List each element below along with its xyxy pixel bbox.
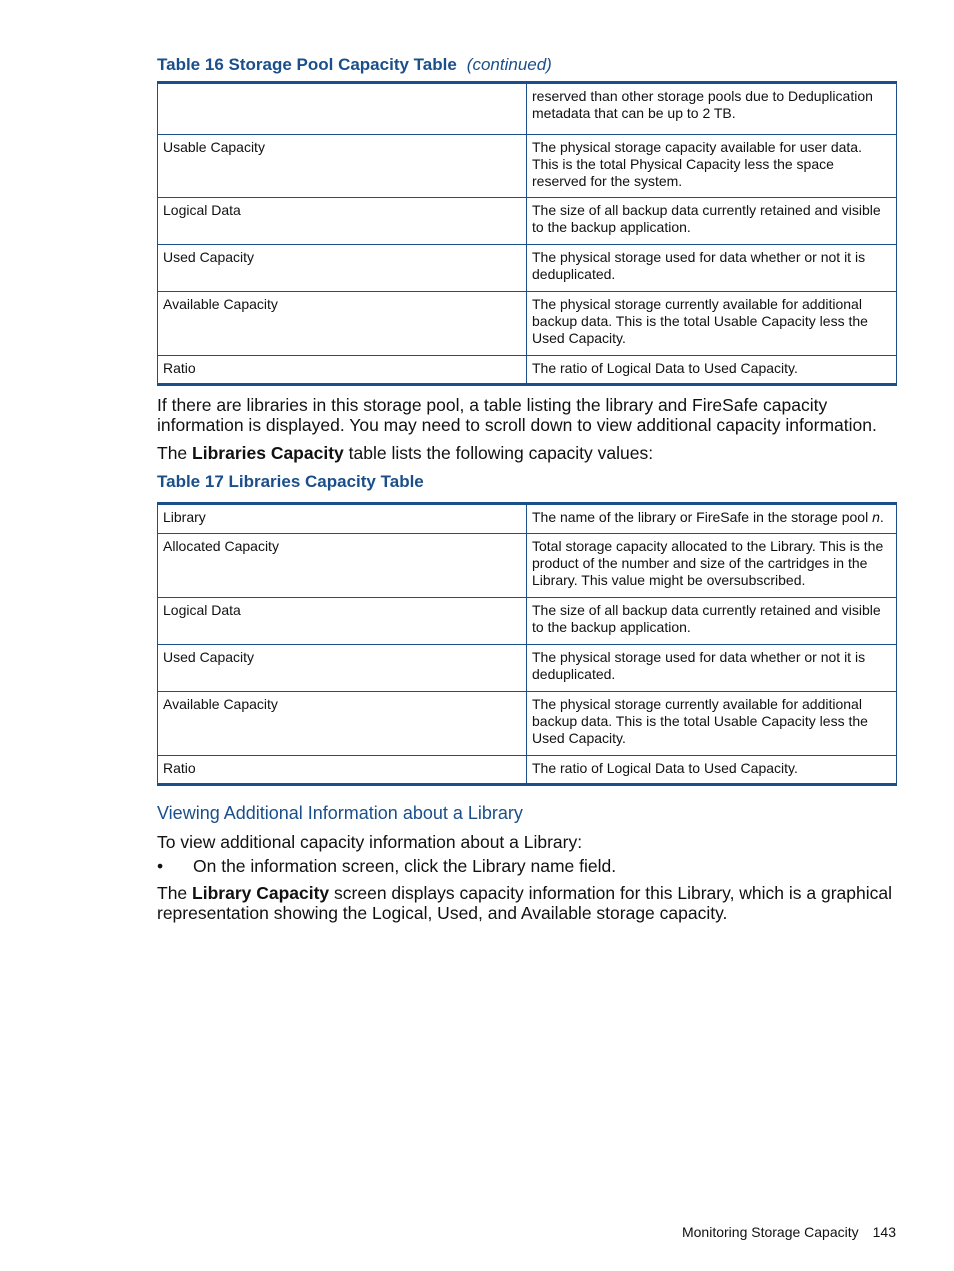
desc-cell <box>527 504 897 534</box>
desc-italic-var: n <box>872 509 880 525</box>
paragraph-bold-term: Libraries Capacity <box>192 443 344 463</box>
storage-pool-capacity-table <box>157 81 897 386</box>
term-cell: Logical Data <box>158 198 527 245</box>
list-item-text: On the information screen, click the Library name field. <box>193 856 617 876</box>
table-row <box>158 645 897 692</box>
term-cell: Usable Capacity <box>158 135 527 198</box>
libraries-intro-paragraph: If there are libraries in this storage pool, a table listing the library and FireSafe capacity information is displayed. You may need to scroll down to view additional capacity information. <box>157 395 877 435</box>
desc-cell: The physical storage currently available for additional backup data. This is the total Usable Capacity less the Used Capacity. <box>527 692 897 756</box>
table-row <box>158 83 897 135</box>
desc-cell: The physical storage used for data whether or not it is deduplicated. <box>527 645 897 692</box>
table-row <box>158 135 897 198</box>
table17-caption: Table 17 Libraries Capacity Table <box>157 472 424 491</box>
desc-cell: reserved than other storage pools due to Deduplication metadata that can be up to 2 TB. <box>527 83 897 135</box>
term-cell: Ratio <box>158 756 527 785</box>
table-row <box>158 504 897 534</box>
desc-end: . <box>879 509 884 525</box>
paragraph-text: The <box>157 443 193 463</box>
paragraph-text: table lists the following capacity values: <box>343 443 654 463</box>
term-cell: Used Capacity <box>158 645 527 692</box>
term-cell: Logical Data <box>158 598 527 645</box>
desc-cell: The ratio of Logical Data to Used Capacity. <box>527 356 897 385</box>
table16-caption-continued: (continued) <box>466 55 552 74</box>
desc-cell: The physical storage used for data whether or not it is deduplicated. <box>527 245 897 292</box>
desc-text: The name of the library or FireSafe in the storage pool <box>532 509 873 525</box>
term-cell: Library <box>158 504 527 534</box>
term-cell <box>158 83 527 135</box>
view-info-paragraph: To view additional capacity information about a Library: <box>157 832 583 852</box>
desc-cell: The physical storage currently available for additional backup data. This is the total Usable Capacity less the Used Capacity. <box>527 292 897 356</box>
desc-cell: The ratio of Logical Data to Used Capacity. <box>527 756 897 785</box>
table-row <box>158 534 897 598</box>
page-number: 143 <box>872 1224 896 1240</box>
desc-cell: The size of all backup data currently retained and visible to the backup application. <box>527 198 897 245</box>
table16-caption-title: Table 16 Storage Pool Capacity Table <box>157 55 457 74</box>
libraries-capacity-table <box>157 502 897 786</box>
table-row <box>158 356 897 385</box>
term-cell: Used Capacity <box>158 245 527 292</box>
term-cell: Available Capacity <box>158 692 527 756</box>
desc-cell: The physical storage capacity available for user data. This is the total Physical Capacity less the space reserved for the system. <box>527 135 897 198</box>
libraries-capacity-paragraph <box>157 443 902 463</box>
term-cell: Allocated Capacity <box>158 534 527 598</box>
page-footer <box>682 1224 896 1240</box>
table-row <box>158 598 897 645</box>
desc-cell: Total storage capacity allocated to the Library. This is the product of the number and size of the cartridges in the Library. This value might be oversubscribed. <box>527 534 897 598</box>
desc-cell: The size of all backup data currently retained and visible to the backup application. <box>527 598 897 645</box>
library-capacity-paragraph <box>157 883 902 923</box>
table-row <box>158 292 897 356</box>
term-cell: Available Capacity <box>158 292 527 356</box>
paragraph-text: The <box>157 883 193 903</box>
footer-title: Monitoring Storage Capacity <box>681 1224 859 1240</box>
table-row <box>158 198 897 245</box>
section-heading: Viewing Additional Information about a Library <box>157 803 523 823</box>
paragraph-bold-term: Library Capacity <box>192 883 330 903</box>
table16-caption <box>157 55 552 75</box>
table-row <box>158 245 897 292</box>
table-row <box>158 756 897 785</box>
paragraph-text: screen displays capacity information for this Library, which is a graphical representation showing the Logical, Used, and Available storage capacity. <box>157 883 893 923</box>
term-cell: Ratio <box>158 356 527 385</box>
list-item <box>157 856 616 877</box>
table-row <box>158 692 897 756</box>
bullet-icon: • <box>157 856 164 876</box>
